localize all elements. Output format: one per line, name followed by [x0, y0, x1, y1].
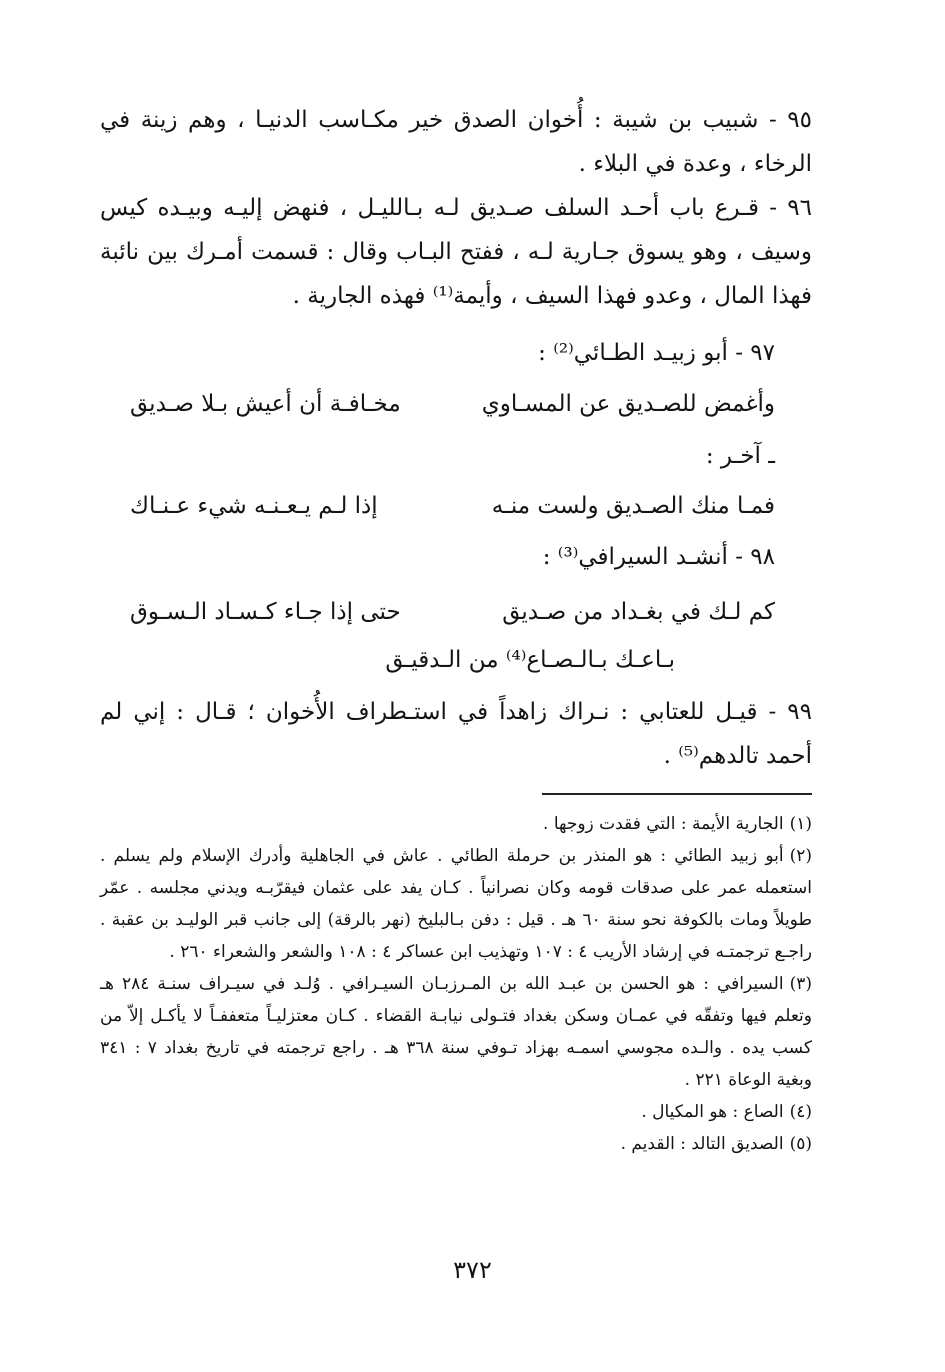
verse-97-2-first-hemistich: فمـا منك الصـديق ولست منـه: [491, 493, 775, 519]
footnote-1-text: الجارية الأيمة : التي فقدت زوجها .: [543, 814, 784, 834]
verse-98-2-line: بـاعـك بـالـصـاع⁽⁴⁾ من الـدقيـق: [385, 647, 675, 673]
footnote-3-number: (٣): [789, 974, 812, 994]
footnote-1-number: (١): [789, 814, 812, 834]
verse-97-1: [0, 384, 945, 424]
page-number: ٣٧٢: [453, 1256, 492, 1284]
footnote-2-number: (٢): [789, 846, 812, 866]
verse-97-2-second-hemistich: إذا لـم يـعـنـه شيء عـنـاك: [130, 493, 378, 519]
footnote-5: [100, 1128, 812, 1160]
footnote-4: [100, 1096, 812, 1128]
footnotes: [100, 808, 812, 1160]
entry-95: ٩٥ - شبيب بن شيبة : أُخوان الصدق خير مكـاسب الدنيـا ، وهم زينة في الرخاء ، وعدة في البلاء .: [100, 107, 812, 177]
verse-97-1-first-hemistich: وأغمض للصـديق عن المسـاوي: [481, 391, 775, 417]
verse-98-1-first-hemistich: كم لـك في بغـداد من صـديق: [502, 599, 775, 625]
footnote-separator: [542, 793, 812, 795]
footnote-3-text: السيرافي : هو الحسن بن عبـد الله بن المـرزبـان السيـرافي . وُلـد في سيـراف سنـة ٢٨٤ هـ وتعلم فيها وتفقّه في عمـان وسكن بغداد فتـولى نيابـة القضاء . كـان معتزليـاً متعففـاً لا يأكـل إلاّ من كسب يده . والـده مجوسي اسمـه بهزاد تـوفي سنة ٣٦٨ هـ . راجع ترجمته في تاريخ بغداد ٧ : ٣٤١ وبغية الوعاة ٢٢١ .: [100, 974, 812, 1090]
verse-98-1: [0, 592, 945, 632]
footnote-2: [100, 840, 812, 968]
verse-97-1-second-hemistich: مخـافـة أن أعيش بـلا صـديق: [130, 391, 401, 417]
verse-98-1-second-hemistich: حتى إذا جـاء كـسـاد الـسـوق: [130, 599, 401, 625]
footnote-4-number: (٤): [789, 1102, 812, 1122]
verse-98-2: [0, 640, 945, 680]
footnote-1: [100, 808, 812, 840]
footnote-5-text: الصديق التالد : القديم .: [620, 1134, 784, 1154]
entry-98-heading: ٩٨ - أنشـد السيرافي⁽³⁾ :: [542, 544, 775, 570]
entry-97-heading: ٩٧ - أبو زبيـد الطـائي⁽²⁾ :: [538, 340, 775, 366]
entry-97-other-label: ـ آخـر :: [705, 443, 775, 469]
footnote-2-text: أبو زبيد الطائي : هو المنذر بن حرملة الطائي . عاش في الجاهلية وأدرك الإسلام ولم يسلم . استعمله عمر على صدقات قومه وكان نصرانياً . كـان يفد على عثمان فيقرّبـه ويدني مجلسه . عمّر طويلاً ومات بالكوفة نحو سنة ٦٠ هـ . قيل : دفن بـالبليخ (نهر بالرقة) إلى جانب قبر الوليـد بن عقبة . راجـع ترجمتـه في إرشاد الأريب ٤ : ١٠٧ وتهذيب ابن عساكر ٤ : ١٠٨ والشعر والشعراء ٢٦٠ .: [100, 846, 812, 962]
footnote-4-text: الصاع : هو المكيال .: [641, 1102, 784, 1122]
verse-97-2: [0, 486, 945, 526]
footnote-5-number: (٥): [789, 1134, 812, 1154]
footnote-3: [100, 968, 812, 1096]
entry-96: ٩٦ - قـرع باب أحـد السلف صـديق لـه بـالليـل ، فنهض إليـه وبيـده كيس وسيف ، وهو يسوق جـارية لـه ، ففتح البـاب وقال : قسمت أمـرك بين نائبة فهذا المال ، وعدو فهذا السيف ، وأيمة⁽¹⁾ فهذه الجارية .: [100, 195, 812, 309]
entry-99: ٩٩ - قيـل للعتابي : نـراك زاهداً في استـطراف الأُخوان ؛ قـال : إني لم أحمد تالدهم⁽⁵⁾ .: [100, 699, 812, 769]
